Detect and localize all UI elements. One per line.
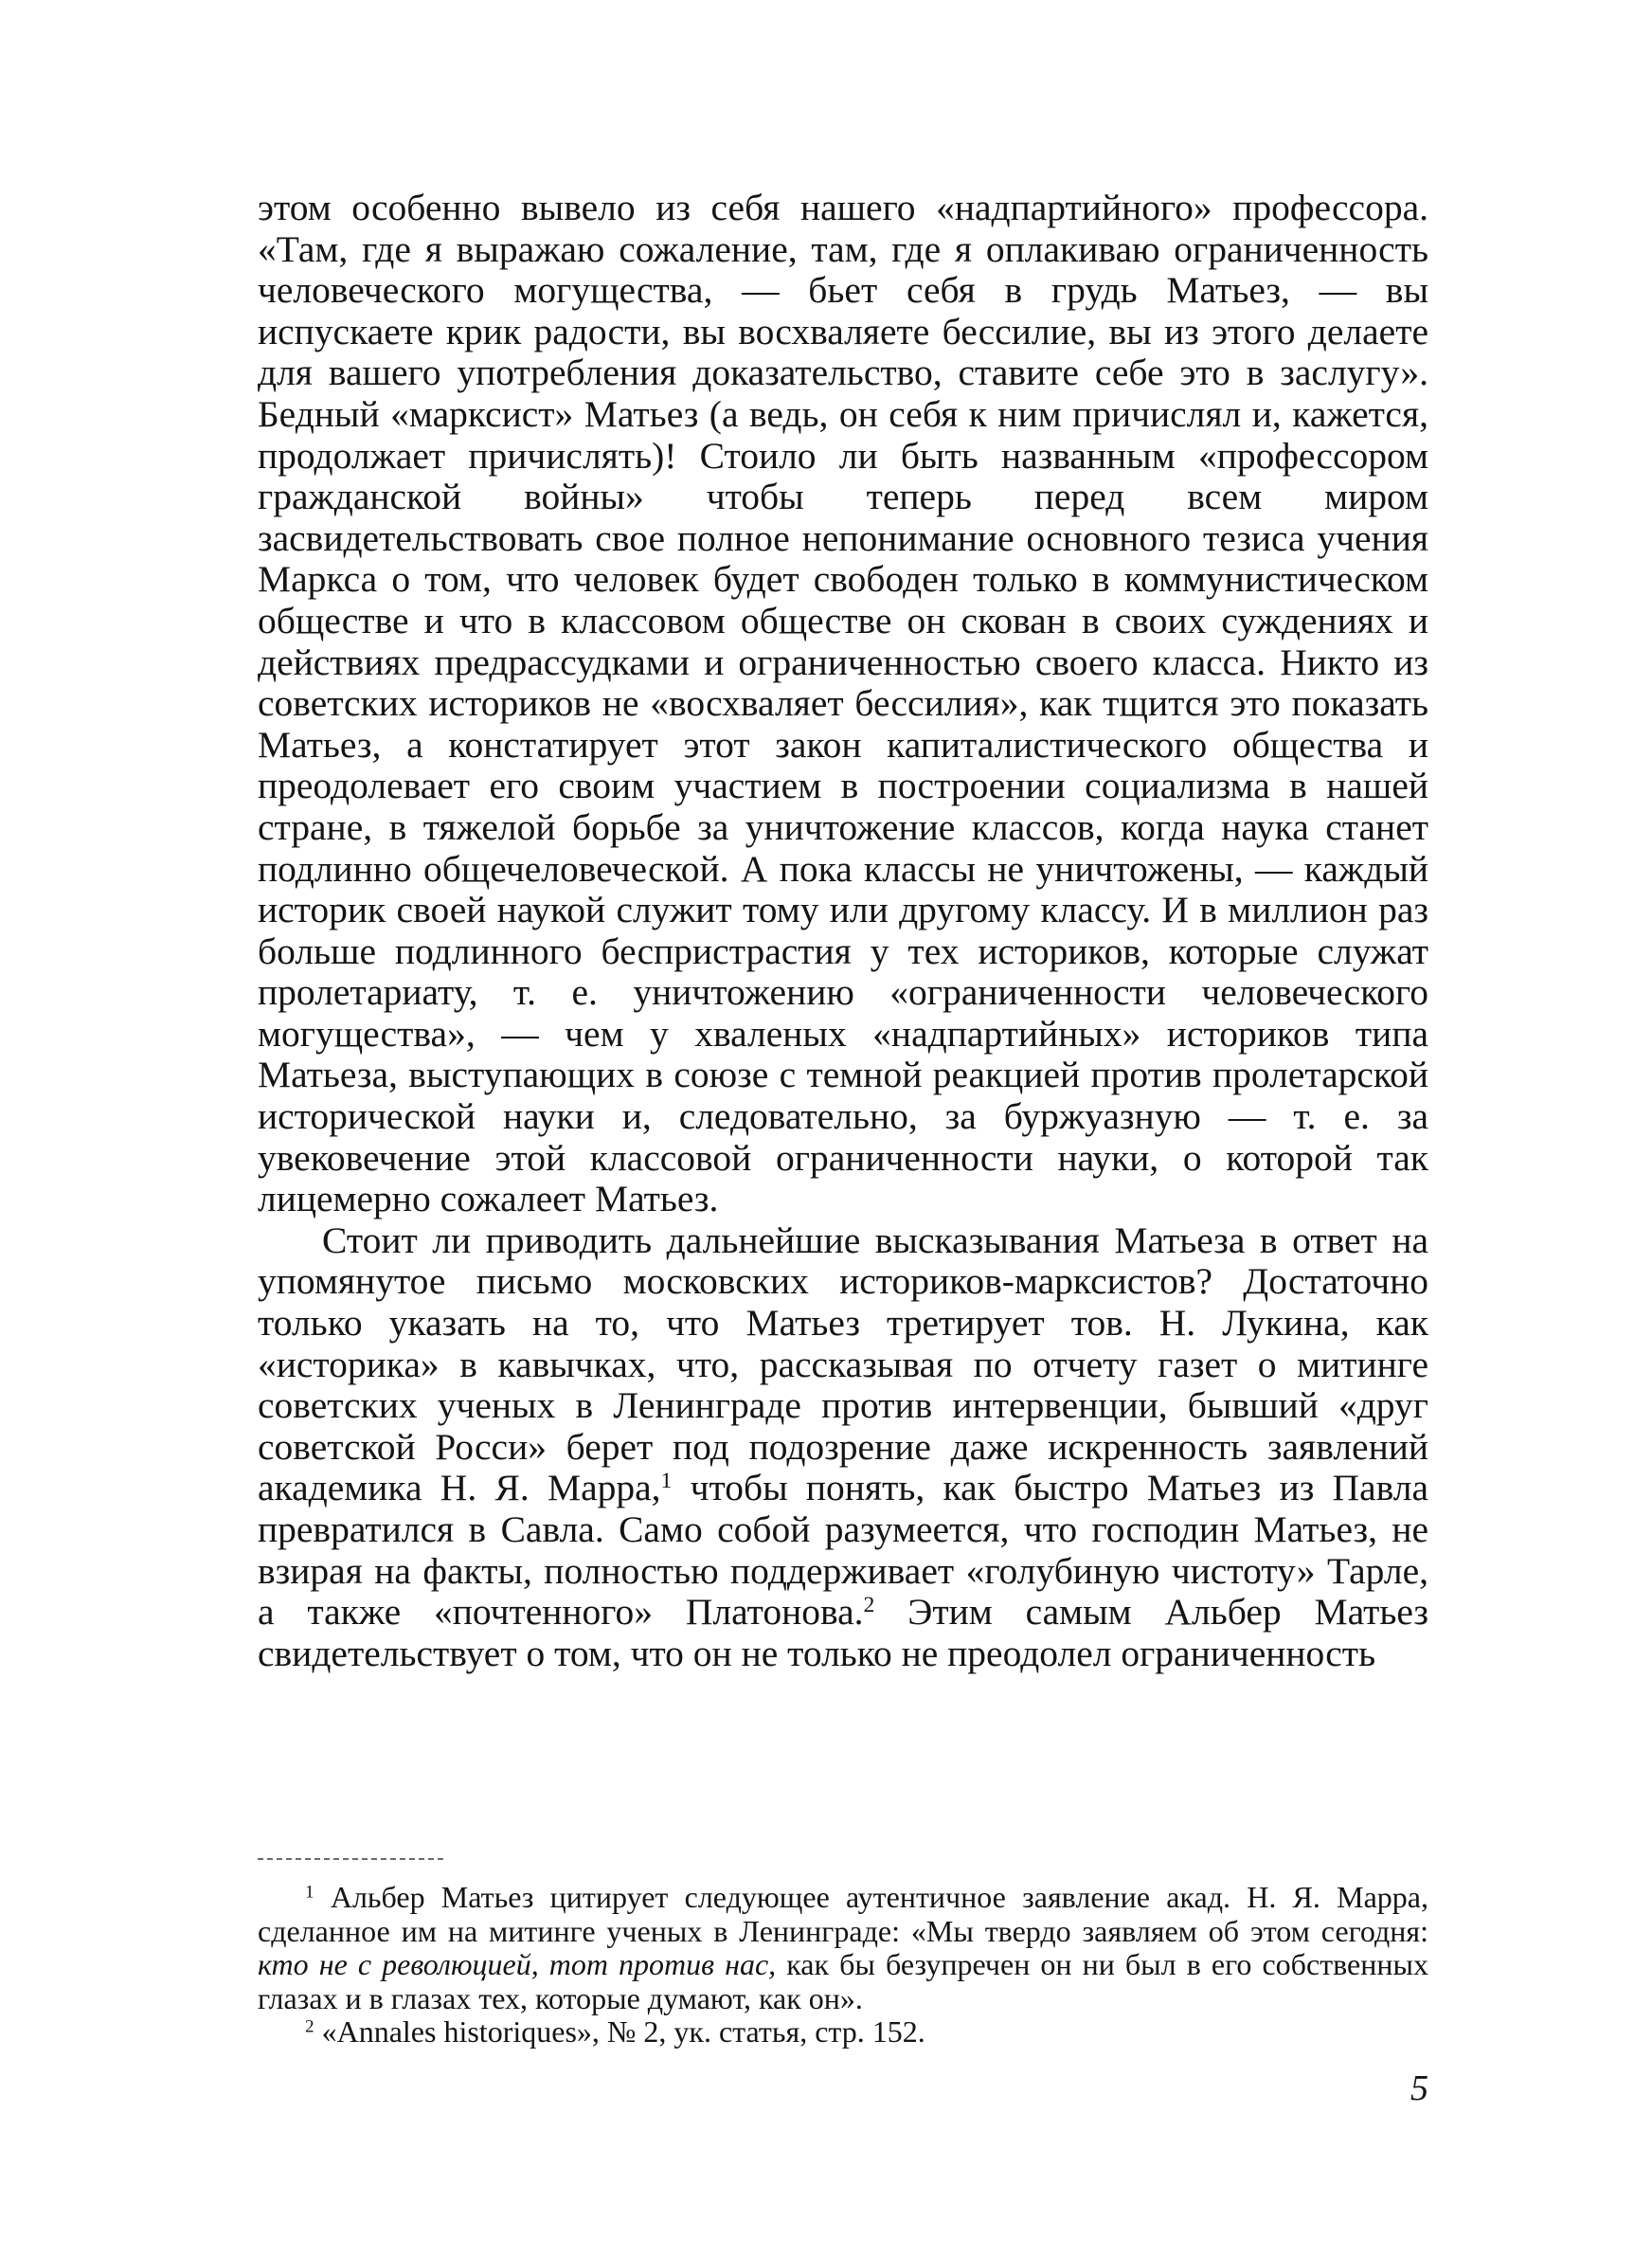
footnote-italic-quote: кто не с революцией, тот против нас,: [258, 1947, 777, 1981]
page-number: 5: [1410, 2068, 1428, 2108]
footnotes: [258, 1881, 1428, 2049]
paragraph-text: этом особенно вывело из себя нашего «надпартийного» профессора. «Там, где я выражаю сожаление, там, где я оплакиваю ограниченность человеческого могущества, — бьет себя в грудь Матьез, — вы испускаете крик радости, вы восхваляете бессилие, вы из этого делаете для вашего употребления доказательство, ставите себе это в заслугу». Бедный «марксист» Матьез (а ведь, он себя к ним причислял и, кажется, продолжает причислять)! Стоило ли быть названным «профессором гражданской войны» чтобы теперь перед всем миром засвидетельствовать свое полное непонимание основного тезиса учения Маркса о том, что человек будет свободен только в коммунистическом обществе и что в классовом обществе он скован в своих суждениях и действиях предрассудками и ограниченностью своего класса. Никто из советских историков не «восхваляет бессилия», как тщится это показать Матьез, а констатирует этот закон капиталистического общества и преодолевает его своим участием в построении социализма в нашей стране, в тяжелой борьбе за уничтожение классов, когда наука станет подлинно общечеловеческой. А пока классы не уничтожены, — каждый историк своей наукой служит тому или другому классу. И в миллион раз больше подлинного беспристрастия у тех историков, которые служат пролетариату, т. е. уничтожению «ограниченности человеческого могущества», — чем у хваленых «надпартийных» историков типа Матьеза, выступающих в союзе с темной реакцией против пролетарской исторической науки и, следовательно, за буржуазную — т. е. за увековечение этой классовой ограниченности науки, о которой так лицемерно сожалеет Матьез.: [258, 187, 1428, 1220]
footnote-text: как бы безупречен он ни был в его собственных глазах и в глазах тех, которые думают, как он».: [258, 1947, 1429, 2015]
footnote-1: [258, 1881, 1428, 2015]
main-text: [258, 188, 1428, 1674]
footnote-mark: 2: [305, 2016, 314, 2037]
footnote-text: «Annales historiques», № 2, ук. статья, стр. 152.: [314, 2014, 925, 2049]
paragraph-text: Этим самым Альбер Матьез свидетельствует о том, что он не только не преодолел ограниченность: [258, 1591, 1428, 1674]
footnote-separator: [258, 1858, 443, 1860]
paragraph-text: Стоит ли приводить дальнейшие высказывания Матьеза в ответ на упомянутое письмо московских историков-марксистов? Достаточно только указать на то, что Матьез третирует тов. Н. Лукина, как «историка» в кавычках, что, рассказывая по отчету газет о митинге советских ученых в Ленинграде против интервенции, бывший «друг советской Росси» берет под подозрение даже искренность заявлений академика Н. Я. Марра,: [258, 1219, 1428, 1509]
paragraph: [258, 188, 1428, 1220]
paragraph: [258, 1220, 1428, 1675]
footnote-ref[interactable]: 2: [863, 1593, 875, 1618]
paragraph-text: чтобы понять, как быстро Матьез из Павла превратился в Савла. Само собой разумеется, что господин Матьез, не взирая на факты, полностью поддерживает «голубиную чистоту» Тарле, а также «почтенного» Платонова.: [258, 1467, 1428, 1634]
footnote-text: Альбер Матьез цитирует следующее аутентичное заявление акад. Н. Я. Марра, сделанное им на митинге ученых в Ленинграде: «Мы твердо заявляем об этом сегодня:: [258, 1880, 1428, 1948]
footnote-2: [258, 2015, 1428, 2049]
footnote-mark: 1: [305, 1882, 314, 1903]
footnote-ref[interactable]: 1: [660, 1469, 673, 1494]
